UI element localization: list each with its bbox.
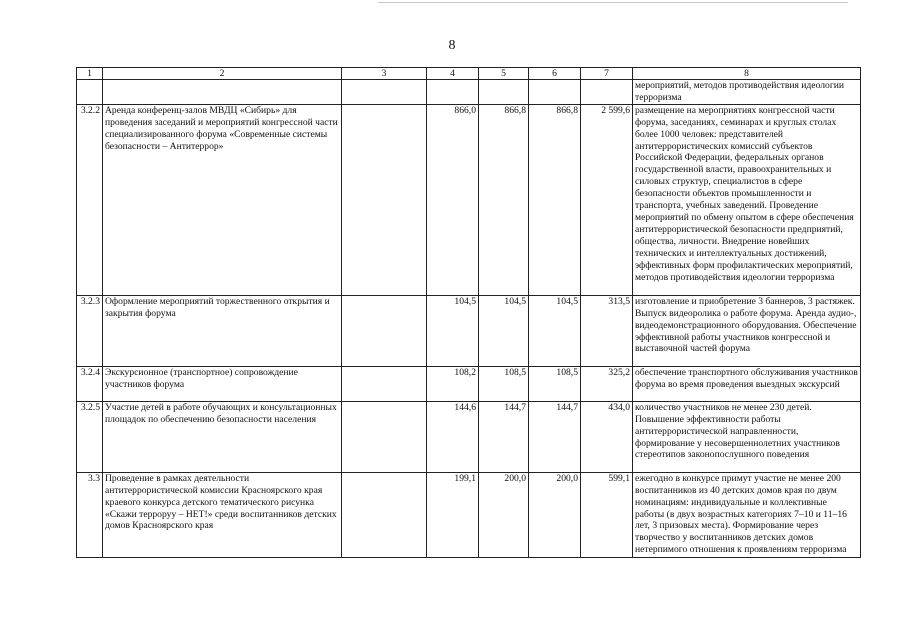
row-column-3 <box>342 366 427 401</box>
col-header-5: 5 <box>479 68 529 80</box>
table-row <box>77 472 861 557</box>
row-column-3 <box>342 401 427 472</box>
row-expected-result: мероприятий, методов противодействия идеологии терроризма <box>633 80 861 105</box>
row-activity-name: Проведение в рамках деятельности антитеррористической комиссии Красноярского края краевого конкурса детского тематического рисунка «Скажи терроруу – НЕТ!» среди воспитанников детских домов Красноярского края <box>103 472 342 557</box>
row-number: 3.2.4 <box>77 366 103 401</box>
row-activity-name: Экскурсионное (транспортное) сопровождение участников форума <box>103 366 342 401</box>
row-value-col6: 144,7 <box>529 401 581 472</box>
row-value-col5: 200,0 <box>479 472 529 557</box>
row-number <box>77 80 103 105</box>
row-value-col7 <box>581 80 633 105</box>
row-value-col6 <box>529 80 581 105</box>
row-value-col5 <box>479 80 529 105</box>
table-row <box>77 104 861 295</box>
col-header-6: 6 <box>529 68 581 80</box>
row-number: 3.3 <box>77 472 103 557</box>
row-activity-name: Участие детей в работе обучающих и консультационных площадок по обеспечению безопасности населения <box>103 401 342 472</box>
col-header-8: 8 <box>633 68 861 80</box>
row-value-col5: 866,8 <box>479 104 529 295</box>
row-value-col6: 108,5 <box>529 366 581 401</box>
table-header-row <box>77 68 861 80</box>
row-value-col4 <box>427 80 479 105</box>
row-number: 3.2.2 <box>77 104 103 295</box>
col-header-2: 2 <box>103 68 342 80</box>
row-activity-name: Аренда конференц-залов МВДЦ «Сибирь» для проведения заседаний и мероприятий конгрессной части специализированного форума «Современные системы безопасности – Антитеррор» <box>103 104 342 295</box>
row-value-col7: 313,5 <box>581 295 633 366</box>
row-value-col7: 2 599,6 <box>581 104 633 295</box>
row-expected-result: размещение на мероприятиях конгрессной части форума, заседаниях, семинарах и круглых столах более 1000 человек: представителей антитеррористических комиссий субъектов Российской Федерации, федеральных органов государственной власти, правоохранительных и силовых структур, специалистов в сфере безопасности объектов промышленности и транспорта, учебных заведений. Проведение мероприятий по обмену опытом в сфере обеспечения антитеррористической безопасности предприятий, общества, личности. Внедрение новейших технических и интеллектуальных достижений, эффективных форм профилактических мероприятий, методов противодействия идеологии терроризма <box>633 104 861 295</box>
table-row <box>77 401 861 472</box>
row-column-3 <box>342 104 427 295</box>
row-value-col6: 200,0 <box>529 472 581 557</box>
row-activity-name: Оформление мероприятий торжественного открытия и закрытия форума <box>103 295 342 366</box>
row-value-col4: 104,5 <box>427 295 479 366</box>
row-number: 3.2.3 <box>77 295 103 366</box>
col-header-7: 7 <box>581 68 633 80</box>
row-value-col5: 108,5 <box>479 366 529 401</box>
row-value-col4: 144,6 <box>427 401 479 472</box>
table-row <box>77 80 861 105</box>
scan-top-line <box>378 2 848 3</box>
row-value-col4: 108,2 <box>427 366 479 401</box>
row-column-3 <box>342 472 427 557</box>
program-table <box>76 67 861 558</box>
table-row <box>77 295 861 366</box>
row-expected-result: обеспечение транспортного обслуживания участников форума во время проведения выездных экскурсий <box>633 366 861 401</box>
row-value-col4: 199,1 <box>427 472 479 557</box>
row-column-3 <box>342 295 427 366</box>
row-value-col6: 866,8 <box>529 104 581 295</box>
row-value-col4: 866,0 <box>427 104 479 295</box>
row-value-col5: 104,5 <box>479 295 529 366</box>
page-number: 8 <box>448 38 456 53</box>
row-expected-result: количество участников не менее 230 детей. Повышение эффективности работы антитеррористической направленности, формирование у несовершеннолетних участников стереотипов законопослушного поведения <box>633 401 861 472</box>
table-row <box>77 366 861 401</box>
col-header-1: 1 <box>77 68 103 80</box>
row-expected-result: изготовление и приобретение 3 баннеров, 3 растяжек. Выпуск видеоролика о работе форума. Аренда аудио-, видеодемонстрационного оборудования. Обеспечение эффективной работы участников конгрессной и выставочной частей форума <box>633 295 861 366</box>
col-header-4: 4 <box>427 68 479 80</box>
row-value-col7: 325,2 <box>581 366 633 401</box>
row-activity-name <box>103 80 342 105</box>
row-value-col7: 599,1 <box>581 472 633 557</box>
col-header-3: 3 <box>342 68 427 80</box>
row-value-col6: 104,5 <box>529 295 581 366</box>
row-value-col5: 144,7 <box>479 401 529 472</box>
row-column-3 <box>342 80 427 105</box>
row-value-col7: 434,0 <box>581 401 633 472</box>
row-number: 3.2.5 <box>77 401 103 472</box>
row-expected-result: ежегодно в конкурсе примут участие не менее 200 воспитанников из 40 детских домов края по двум номинациям: индивидуальные и коллективные работы (в двух возрастных категориях 7–10 и 11–16 лет, 3 призовых места). Формирование через творчество у воспитанников детских домов нетерпимого отношения к проявлениям терроризма <box>633 472 861 557</box>
